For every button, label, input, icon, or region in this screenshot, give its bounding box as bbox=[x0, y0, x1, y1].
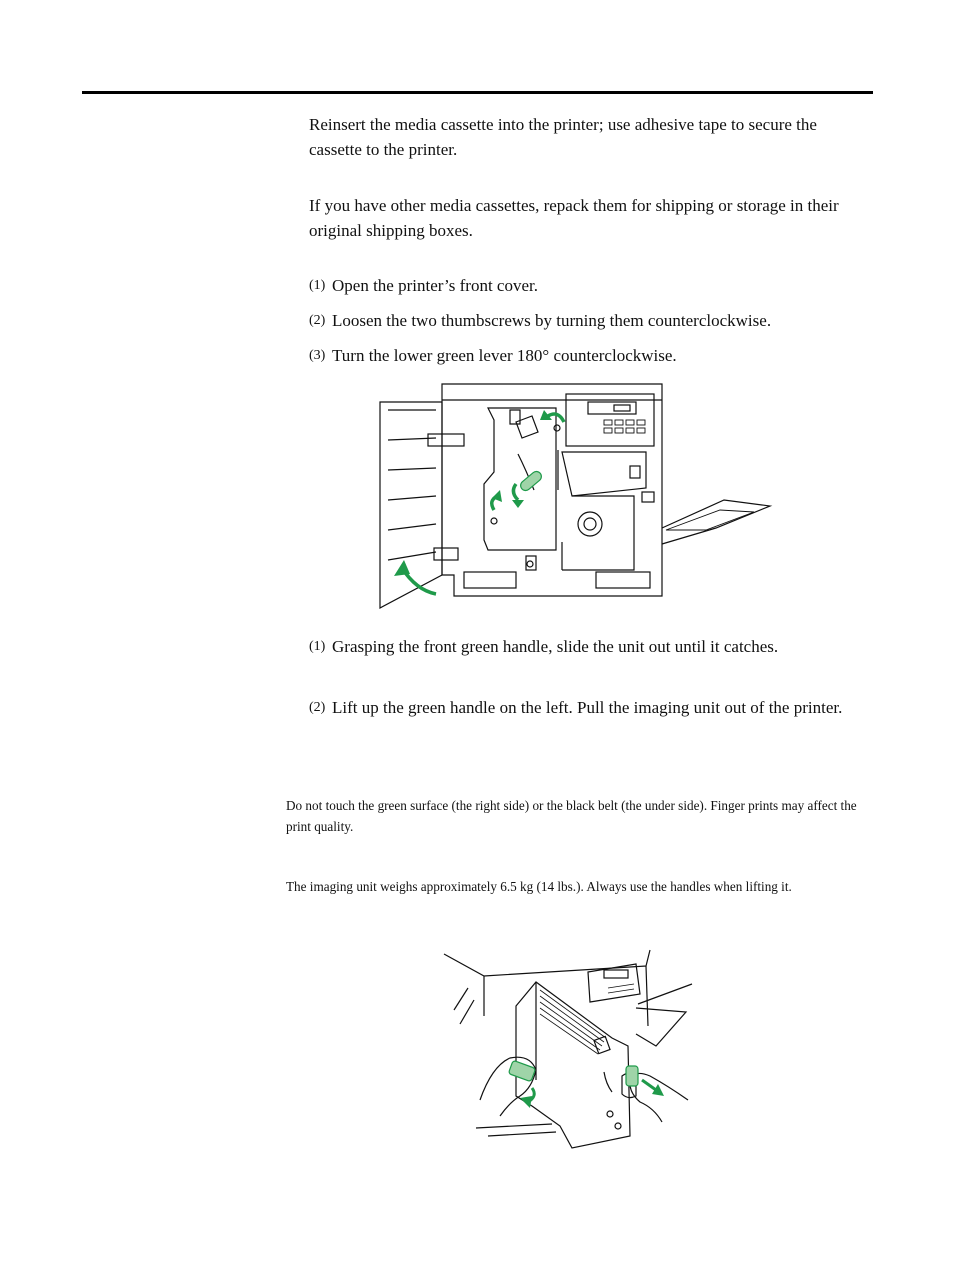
imaging-unit-removal-illustration bbox=[440, 946, 702, 1160]
step-number: (1) bbox=[309, 278, 326, 293]
step-slide-unit-out bbox=[309, 634, 869, 659]
step-turn-lever bbox=[309, 343, 869, 368]
step-number: (2) bbox=[309, 313, 326, 328]
step-number: (3) bbox=[309, 348, 326, 363]
printer-front-cover-open-illustration bbox=[376, 380, 776, 612]
note-unit-weight: The imaging unit weighs approximately 6.5 kg (14 lbs.). Always use the handles when lifting it. bbox=[286, 879, 792, 894]
step-open-front-cover bbox=[309, 273, 869, 298]
step-lift-handle bbox=[309, 695, 869, 720]
note-do-not-touch: Do not touch the green surface (the right side) or the black belt (the under side). Finger prints may affect the print quality. bbox=[286, 798, 857, 834]
step-number: (2) bbox=[309, 700, 326, 715]
paragraph-reinsert-cassette: Reinsert the media cassette into the printer; use adhesive tape to secure the cassette to the printer. bbox=[309, 115, 817, 159]
header-rule bbox=[82, 91, 873, 94]
step-text: Turn the lower green lever 180° counterclockwise. bbox=[332, 346, 677, 365]
step-text: Lift up the green handle on the left. Pull the imaging unit out of the printer. bbox=[332, 698, 843, 717]
step-text: Open the printer’s front cover. bbox=[332, 276, 538, 295]
step-text: Grasping the front green handle, slide the unit out until it catches. bbox=[332, 637, 779, 656]
step-text: Loosen the two thumbscrews by turning them counterclockwise. bbox=[332, 311, 772, 330]
step-loosen-thumbscrews bbox=[309, 308, 869, 333]
paragraph-repack-cassettes: If you have other media cassettes, repack them for shipping or storage in their original shipping boxes. bbox=[309, 196, 839, 240]
step-number: (1) bbox=[309, 639, 326, 654]
